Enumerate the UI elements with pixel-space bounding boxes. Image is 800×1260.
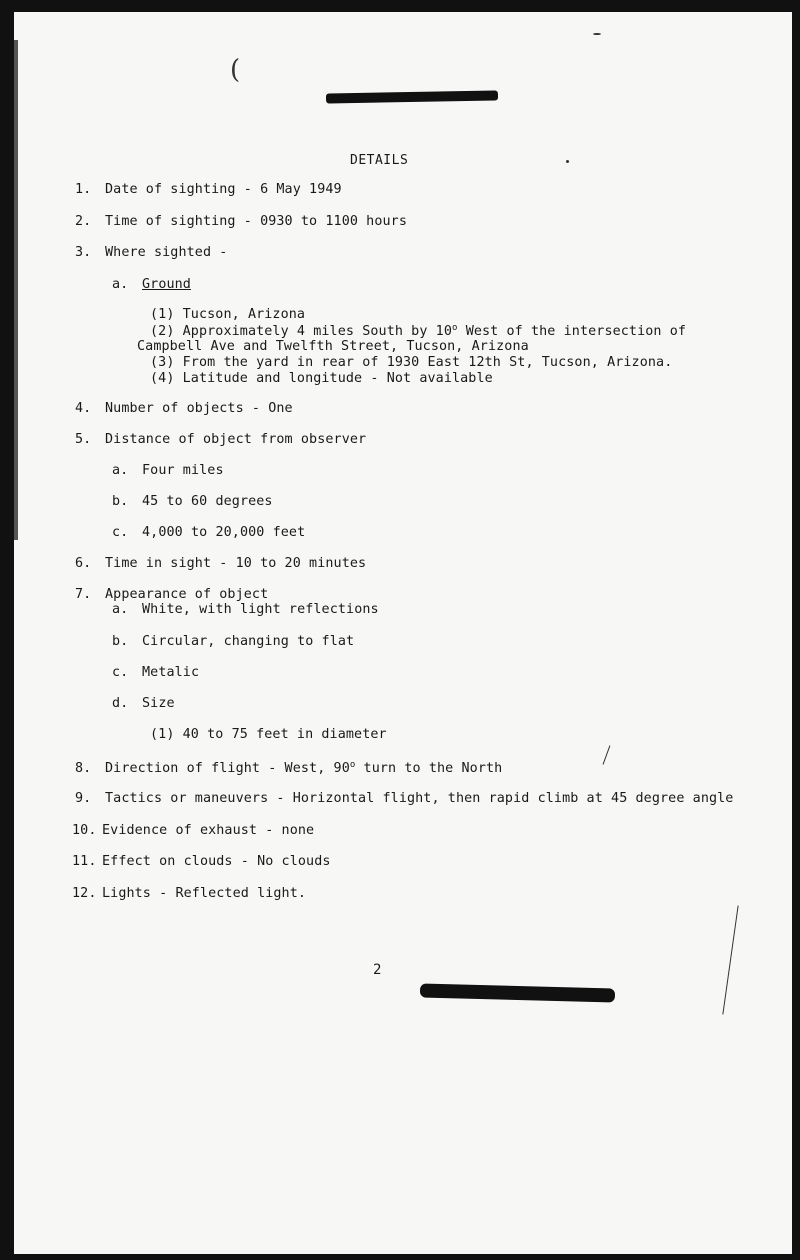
item-text: Distance of object from observer	[105, 432, 367, 447]
item-7c	[112, 665, 199, 680]
item-10	[72, 823, 314, 838]
sub-text: West of the intersection of	[457, 324, 687, 339]
degree-mark: o	[452, 323, 458, 333]
item-text: Direction of flight - West, 90	[105, 761, 350, 776]
item-text: Time of sighting - 0930 to 1100 hours	[105, 214, 407, 229]
item-8	[75, 760, 502, 776]
item-3	[75, 245, 227, 260]
item-number: 7.	[75, 587, 92, 602]
speck	[566, 160, 569, 163]
stray-line	[603, 745, 611, 764]
item-text: Lights - Reflected light.	[102, 886, 307, 901]
sub-text: 4,000 to 20,000 feet	[142, 525, 306, 540]
item-12	[72, 886, 306, 901]
item-2	[75, 214, 407, 229]
scan-border-bottom	[0, 1254, 800, 1260]
item-3a-2-cont: Campbell Ave and Twelfth Street, Tucson, Arizona	[137, 339, 529, 354]
item-1	[75, 182, 342, 197]
item-11	[72, 854, 331, 869]
sub-letter: c.	[112, 665, 129, 680]
stray-line	[722, 905, 738, 1014]
item-number: 3.	[75, 245, 92, 260]
item-5b	[112, 494, 273, 509]
item-6	[75, 556, 366, 571]
item-3a-2	[150, 323, 686, 339]
speck	[593, 33, 601, 35]
item-text: Effect on clouds - No clouds	[102, 854, 331, 869]
item-3a-3: (3) From the yard in rear of 1930 East 12th St, Tucson, Arizona.	[150, 355, 673, 370]
sub-letter: a.	[112, 602, 129, 617]
sub-letter: a.	[112, 463, 129, 478]
sub-letter: d.	[112, 696, 129, 711]
redaction-bar-top	[326, 90, 498, 103]
item-3a-1: (1) Tucson, Arizona	[150, 307, 306, 322]
item-text: Tactics or maneuvers - Horizontal flight, then rapid climb at 45 degree angle	[105, 791, 734, 806]
document-title: DETAILS	[350, 153, 409, 168]
degree-mark: o	[349, 760, 356, 770]
item-7	[75, 587, 268, 602]
sub-letter: b.	[112, 494, 129, 509]
sub-text: 45 to 60 degrees	[142, 494, 273, 509]
sub-text: White, with light reflections	[142, 602, 379, 617]
redaction-bar-bottom	[420, 983, 615, 1002]
item-5	[75, 432, 366, 447]
item-3a	[112, 277, 191, 292]
sub-text: Metalic	[142, 665, 200, 680]
item-number: 9.	[75, 791, 92, 806]
sub-text: Circular, changing to flat	[142, 634, 355, 649]
scan-border-right	[792, 0, 800, 1260]
scan-border-top	[0, 0, 800, 12]
item-5c	[112, 525, 305, 540]
item-7b	[112, 634, 354, 649]
item-text: Date of sighting - 6 May 1949	[105, 182, 342, 197]
item-number: 6.	[75, 556, 92, 571]
item-number: 4.	[75, 401, 92, 416]
sub-text: Ground	[142, 277, 191, 292]
sub-text: Four miles	[142, 463, 224, 478]
item-number: 10.	[72, 823, 97, 838]
item-number: 12.	[72, 886, 97, 901]
item-9	[75, 791, 733, 806]
item-number: 2.	[75, 214, 92, 229]
sub-text: (2) Approximately 4 miles South by 10	[150, 324, 452, 339]
item-text: Time in sight - 10 to 20 minutes	[105, 556, 367, 571]
item-7d	[112, 696, 175, 711]
sub-letter: a.	[112, 277, 129, 292]
item-7d-1: (1) 40 to 75 feet in diameter	[150, 727, 387, 742]
item-3a-4: (4) Latitude and longitude - Not available	[150, 371, 493, 386]
item-text: Where sighted -	[105, 245, 228, 260]
item-text: Evidence of exhaust - none	[102, 823, 315, 838]
item-number: 5.	[75, 432, 92, 447]
item-text: Number of objects - One	[105, 401, 293, 416]
item-7a	[112, 602, 379, 617]
sub-letter: c.	[112, 525, 129, 540]
stray-mark: (	[230, 55, 241, 85]
item-text: turn to the North	[355, 761, 503, 776]
item-number: 1.	[75, 182, 92, 197]
item-text: Appearance of object	[105, 587, 269, 602]
scan-border-left-shadow	[14, 40, 18, 540]
scan-border-left	[0, 0, 14, 1260]
item-number: 11.	[72, 854, 97, 869]
item-5a	[112, 463, 224, 478]
item-number: 8.	[75, 761, 92, 776]
item-4	[75, 401, 293, 416]
sub-text: Size	[142, 696, 175, 711]
page-number: 2	[373, 962, 382, 978]
sub-letter: b.	[112, 634, 129, 649]
